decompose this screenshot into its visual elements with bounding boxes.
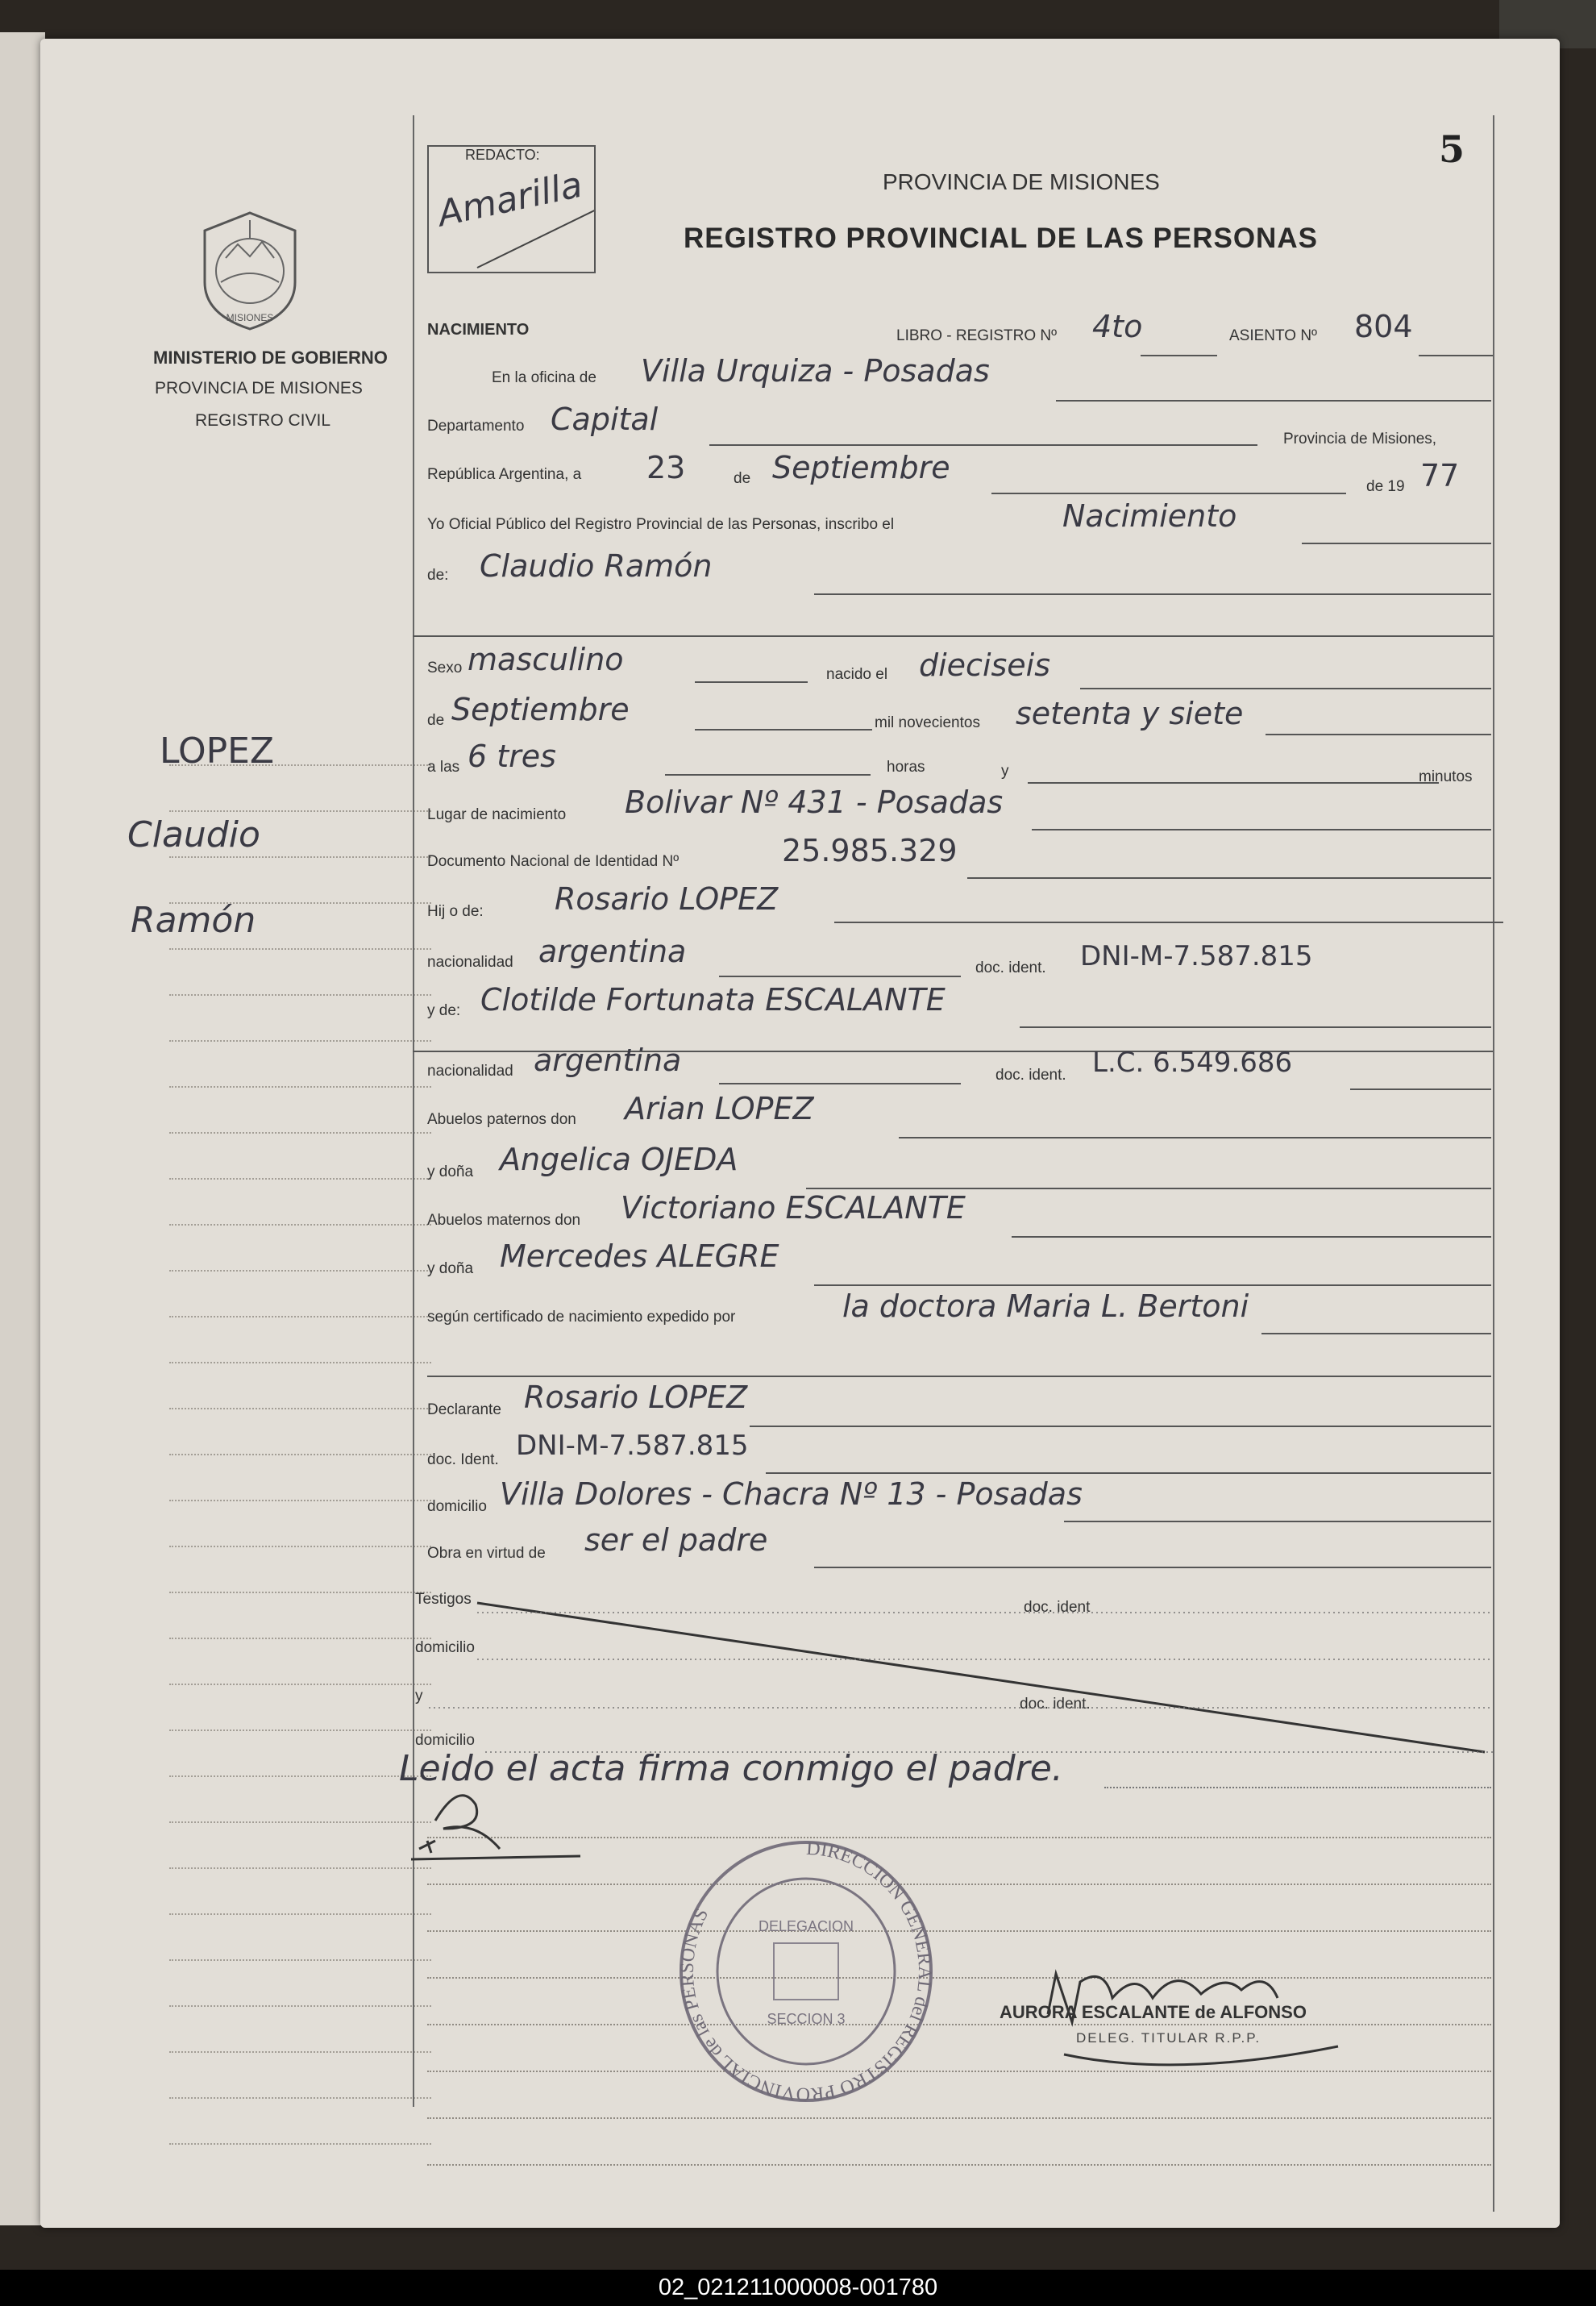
margin-first-name: Claudio (127, 814, 260, 855)
lower-rule-line (427, 1884, 1491, 1885)
lower-rule-line (427, 2164, 1491, 2166)
margin-rule-line (169, 1316, 431, 1317)
libro-label: LIBRO - REGISTRO Nº (896, 327, 1058, 344)
margin-rule-line (169, 1684, 431, 1685)
svg-text:MISIONES: MISIONES (226, 312, 274, 323)
official-name: AURORA ESCALANTE de ALFONSO (1000, 2002, 1307, 2022)
domicilio-label: domicilio (427, 1498, 487, 1515)
documento-label: Documento Nacional de Identidad Nº (427, 853, 680, 870)
sexo-value: masculino (468, 642, 624, 677)
y-de-label: y de: (427, 1002, 461, 1019)
redacto-label: REDACTO: (465, 147, 540, 163)
asiento-value: 804 (1354, 309, 1413, 344)
margin-rule-line (169, 1546, 431, 1547)
declarante-value: Rosario LOPEZ (524, 1380, 748, 1415)
margin-rule-line (169, 1913, 431, 1915)
margin-rule-line (169, 1132, 431, 1134)
hijo-label: Hij o de: (427, 903, 484, 920)
doc-ident2-value: L.C. 6.549.686 (1092, 1047, 1293, 1079)
y-dona2-label: y doña (427, 1260, 474, 1277)
anio-words-value: setenta y siete (1016, 696, 1244, 731)
margin-rule-line (169, 1454, 431, 1455)
nacionalidad2-value: argentina (534, 1043, 682, 1078)
mil-label: mil novecientos (875, 714, 980, 731)
sexo-label: Sexo (427, 660, 463, 676)
de-nombre-label: de: (427, 567, 449, 584)
father-signature (387, 1772, 596, 1869)
lower-rule-line (427, 1930, 1491, 1932)
header-province: PROVINCIA DE MISIONES (883, 169, 1160, 194)
nacimiento-label: NACIMIENTO (427, 321, 530, 339)
margin-rule-line (169, 948, 431, 950)
ministry-line-3: REGISTRO CIVIL (195, 411, 331, 430)
madre-value: Rosario LOPEZ (555, 881, 779, 917)
departamento-label: Departamento (427, 418, 525, 435)
nacionalidad2-label: nacionalidad (427, 1063, 513, 1080)
de-anio-label: de 19 (1366, 478, 1405, 495)
abuelo-pat-value: Arian LOPEZ (625, 1091, 814, 1126)
testigos-label: Testigos (415, 1591, 472, 1608)
margin-rule-line (169, 2143, 431, 2145)
departamento-value: Capital (551, 402, 659, 437)
provincia-label: Provincia de Misiones, (1283, 431, 1437, 447)
testigos-strike (413, 1571, 1493, 1764)
lugar-label: Lugar de nacimiento (427, 806, 567, 823)
right-vertical-rule (1493, 115, 1494, 2212)
y-label: y (1001, 763, 1009, 780)
margin-rule-line (169, 1959, 431, 1961)
declarante-label: Declarante (427, 1401, 501, 1418)
abuelo-mat-value: Victoriano ESCALANTE (621, 1190, 966, 1226)
republica-label: República Argentina, a (427, 466, 582, 483)
official-title: DELEG. TITULAR R.P.P. (1076, 2030, 1261, 2046)
margin-rule-line (169, 1270, 431, 1272)
nacido-value: dieciseis (919, 647, 1051, 683)
oficina-label: En la oficina de (492, 369, 596, 386)
svg-text:SECCION 3: SECCION 3 (767, 2011, 846, 2027)
y2-label: y (415, 1688, 423, 1705)
redacto-signature: Amarilla (434, 164, 586, 235)
mes-value: Septiembre (451, 692, 630, 727)
obra-label: Obra en virtud de (427, 1545, 546, 1562)
doc-ident3-value: DNI-M-7.587.815 (516, 1430, 749, 1462)
nacido-label: nacido el (826, 666, 888, 683)
day-value: 23 (646, 450, 686, 485)
de-label: de (734, 470, 751, 487)
nacionalidad1-label: nacionalidad (427, 954, 513, 971)
a-las-label: a las (427, 759, 460, 776)
y-dona1-label: y doña (427, 1163, 474, 1180)
margin-rule-line (169, 1638, 431, 1639)
svg-text:DIRECCION GENERAL del REGISTRO: DIRECCION GENERAL del REGISTRO PROVINCIAL de las PERSONAS (676, 1838, 936, 2105)
abuelos-mat-label: Abuelos maternos don (427, 1212, 581, 1229)
header-title: REGISTRO PROVINCIAL DE LAS PERSONAS (684, 223, 1318, 254)
margin-rule-line (169, 1040, 431, 1042)
page-number: 5 (1439, 127, 1465, 171)
year-value: 77 (1420, 458, 1460, 493)
margin-rule-line (169, 1178, 431, 1180)
doc-ident1-label: doc. ident. (975, 959, 1046, 976)
obra-value: ser el padre (584, 1522, 768, 1558)
domicilio3-label: domicilio (415, 1732, 475, 1749)
ministry-line-2: PROVINCIA DE MISIONES (155, 379, 363, 398)
province-emblem-icon (193, 208, 306, 333)
doc-ident5-label: doc. ident. (1020, 1696, 1091, 1713)
doc-ident1-value: DNI-M-7.587.815 (1080, 940, 1313, 972)
minutos-label: minutos (1419, 768, 1473, 785)
margin-rule-line (169, 1224, 431, 1226)
margin-rule-line (169, 810, 431, 812)
left-page-edge (0, 32, 45, 2225)
abuela-mat-value: Mercedes ALEGRE (500, 1238, 779, 1274)
padre-value: Clotilde Fortunata ESCALANTE (480, 982, 946, 1018)
closing-text: Leido el acta firma conmigo el padre. (399, 1748, 1063, 1789)
margin-rule-line (169, 1086, 431, 1088)
documento-value: 25.985.329 (782, 833, 958, 868)
redacto-strike (429, 147, 594, 272)
month-value: Septiembre (772, 450, 950, 485)
abuelos-pat-label: Abuelos paternos don (427, 1111, 576, 1128)
margin-rule-line (169, 2097, 431, 2099)
redacto-box (427, 145, 596, 273)
margin-rule-line (169, 1500, 431, 1501)
document-page (40, 39, 1560, 2228)
yo-label: Yo Oficial Público del Registro Provincial de las Personas, inscribo el (427, 516, 895, 533)
certificado-value: la doctora Maria L. Bertoni (842, 1288, 1249, 1324)
certificado-label: según certificado de nacimiento expedido por (427, 1309, 736, 1326)
domicilio2-label: domicilio (415, 1639, 475, 1656)
margin-second-name: Ramón (131, 900, 256, 941)
nacionalidad1-value: argentina (538, 934, 687, 969)
ministry-line-1: MINISTERIO DE GOBIERNO (153, 348, 388, 368)
margin-rule-line (169, 1730, 431, 1731)
footer-id: 02_021211000008-001780 (658, 2275, 938, 2300)
margin-rule-line (169, 1592, 431, 1593)
oficina-value: Villa Urquiza - Posadas (641, 353, 990, 389)
abuela-pat-value: Angelica OJEDA (500, 1142, 738, 1177)
horas-value: 6 tres (468, 739, 556, 774)
lower-rule-line (427, 2117, 1491, 2119)
lugar-value: Bolivar Nº 431 - Posadas (625, 785, 1004, 820)
margin-surname: LOPEZ (160, 731, 275, 772)
domicilio-value: Villa Dolores - Chacra Nº 13 - Posadas (500, 1476, 1083, 1512)
libro-value: 4to (1092, 309, 1143, 344)
margin-rule-line (169, 2005, 431, 2007)
nombre-value: Claudio Ramón (480, 548, 713, 584)
acto-value: Nacimiento (1062, 498, 1237, 534)
doc-ident3-label: doc. Ident. (427, 1451, 499, 1468)
margin-rule-line (169, 856, 431, 858)
margin-rule-line (169, 1362, 431, 1363)
de-mes-label: de (427, 712, 445, 729)
margin-rule-line (169, 994, 431, 996)
doc-ident2-label: doc. ident. (995, 1067, 1066, 1084)
margin-rule-line (169, 2051, 431, 2053)
horas-label: horas (887, 759, 925, 776)
svg-text:DELEGACION: DELEGACION (758, 1918, 854, 1934)
official-stamp (669, 1830, 943, 2112)
asiento-label: ASIENTO Nº (1229, 327, 1317, 344)
doc-ident4-label: doc. ident (1024, 1599, 1091, 1616)
margin-rule-line (169, 1408, 431, 1409)
